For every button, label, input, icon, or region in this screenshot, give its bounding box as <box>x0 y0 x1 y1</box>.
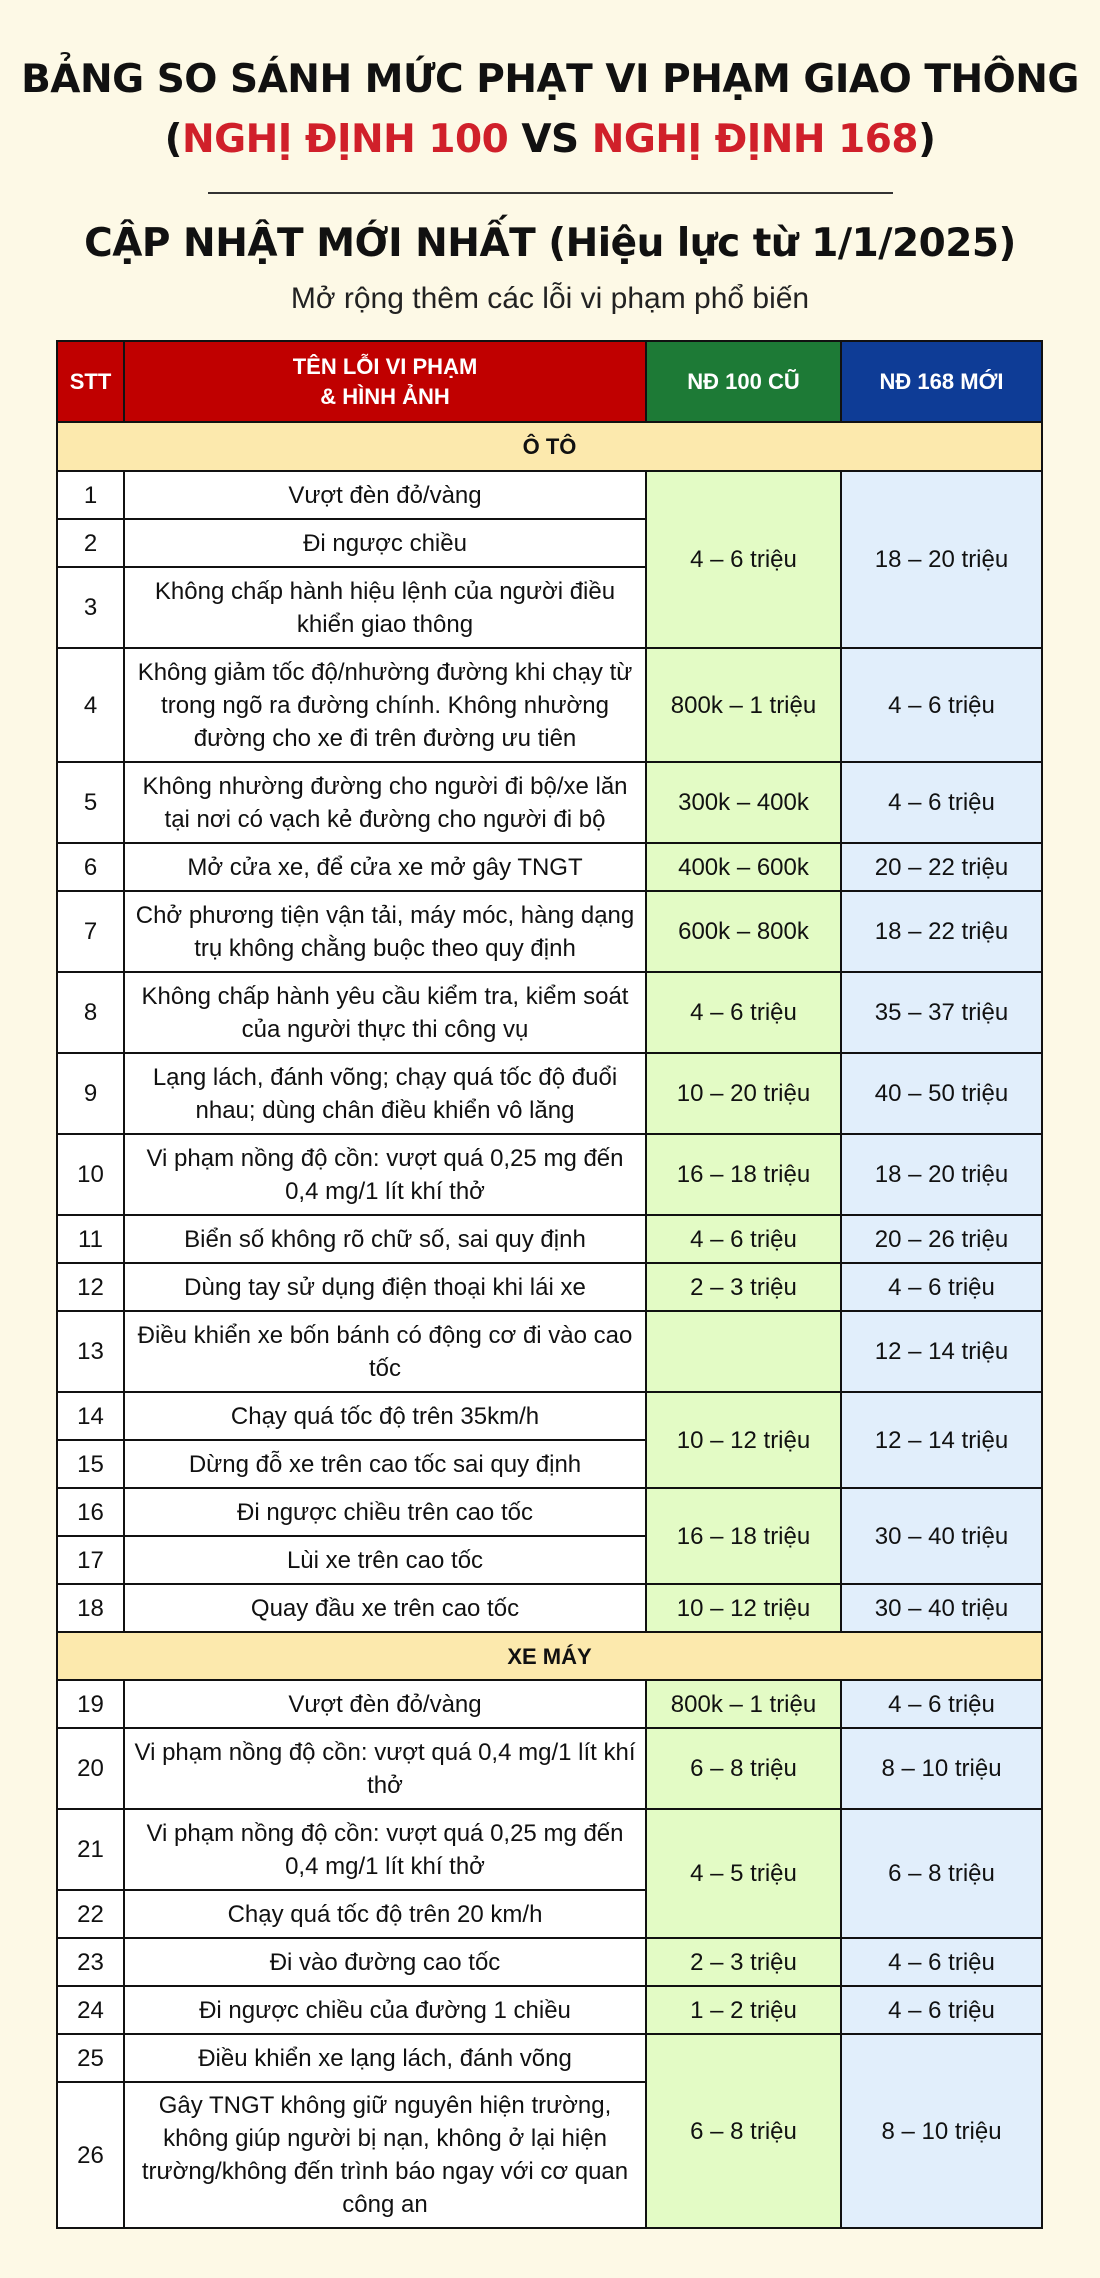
penalty-old <box>646 1311 841 1392</box>
penalty-old: 10 – 12 triệu <box>646 1584 841 1632</box>
section-car: Ô TÔ <box>57 422 1042 471</box>
table-header-row <box>57 341 1042 422</box>
table-row <box>57 1809 1042 1890</box>
row-stt: 13 <box>57 1311 124 1392</box>
table-row <box>57 891 1042 972</box>
row-stt: 20 <box>57 1728 124 1809</box>
penalty-new: 4 – 6 triệu <box>841 1986 1042 2034</box>
col-header-stt: STT <box>57 341 124 422</box>
row-violation: Biển số không rõ chữ số, sai quy định <box>124 1215 646 1263</box>
penalty-old: 4 – 6 triệu <box>646 1215 841 1263</box>
decree-comparison-title <box>0 108 1100 172</box>
penalty-old: 4 – 6 triệu <box>646 972 841 1053</box>
penalty-new: 4 – 6 triệu <box>841 762 1042 843</box>
row-violation: Lạng lách, đánh võng; chạy quá tốc độ đuổi nhau; dùng chân điều khiển vô lăng <box>124 1053 646 1134</box>
penalty-old: 6 – 8 triệu <box>646 2034 841 2228</box>
vs-label: VS <box>508 117 592 162</box>
table-row <box>57 1215 1042 1263</box>
table-row <box>57 471 1042 519</box>
penalty-comparison-table <box>56 340 1043 2229</box>
row-violation: Điều khiển xe bốn bánh có động cơ đi vào cao tốc <box>124 1311 646 1392</box>
section-row-car <box>57 422 1042 471</box>
penalty-new: 35 – 37 triệu <box>841 972 1042 1053</box>
penalty-old: 16 – 18 triệu <box>646 1488 841 1584</box>
table-row <box>57 1938 1042 1986</box>
penalty-new: 30 – 40 triệu <box>841 1488 1042 1584</box>
row-violation: Không nhường đường cho người đi bộ/xe lăn tại nơi có vạch kẻ đường cho người đi bộ <box>124 762 646 843</box>
row-violation: Vượt đèn đỏ/vàng <box>124 1680 646 1728</box>
penalty-new: 40 – 50 triệu <box>841 1053 1042 1134</box>
penalty-new: 30 – 40 triệu <box>841 1584 1042 1632</box>
open-paren: ( <box>164 117 182 162</box>
penalty-new: 12 – 14 triệu <box>841 1392 1042 1488</box>
row-violation: Quay đầu xe trên cao tốc <box>124 1584 646 1632</box>
row-violation: Chở phương tiện vận tải, máy móc, hàng dạng trụ không chằng buộc theo quy định <box>124 891 646 972</box>
row-stt: 17 <box>57 1536 124 1584</box>
penalty-old: 4 – 5 triệu <box>646 1809 841 1938</box>
table-row <box>57 1392 1042 1440</box>
close-paren: ) <box>918 117 936 162</box>
decree-168-label: NGHỊ ĐỊNH 168 <box>591 117 919 162</box>
table-row <box>57 1488 1042 1536</box>
row-violation: Đi ngược chiều <box>124 519 646 567</box>
penalty-new: 18 – 20 triệu <box>841 471 1042 648</box>
penalty-new: 8 – 10 triệu <box>841 2034 1042 2228</box>
page-title: BẢNG SO SÁNH MỨC PHẠT VI PHẠM GIAO THÔNG <box>21 57 1079 102</box>
penalty-new: 4 – 6 triệu <box>841 1263 1042 1311</box>
penalty-old: 800k – 1 triệu <box>646 1680 841 1728</box>
col-header-nd168: NĐ 168 MỚI <box>841 341 1042 422</box>
row-stt: 14 <box>57 1392 124 1440</box>
row-violation: Vi phạm nồng độ cồn: vượt quá 0,25 mg đến 0,4 mg/1 lít khí thở <box>124 1809 646 1890</box>
penalty-new: 20 – 22 triệu <box>841 843 1042 891</box>
penalty-old: 2 – 3 triệu <box>646 1263 841 1311</box>
penalty-old: 600k – 800k <box>646 891 841 972</box>
penalty-old: 16 – 18 triệu <box>646 1134 841 1215</box>
penalty-new: 4 – 6 triệu <box>841 648 1042 762</box>
row-stt: 5 <box>57 762 124 843</box>
row-violation: Mở cửa xe, để cửa xe mở gây TNGT <box>124 843 646 891</box>
penalty-new: 6 – 8 triệu <box>841 1809 1042 1938</box>
table-row <box>57 972 1042 1053</box>
row-stt: 22 <box>57 1890 124 1938</box>
col-header-violation <box>124 341 646 422</box>
table-row <box>57 1680 1042 1728</box>
penalty-old: 6 – 8 triệu <box>646 1728 841 1809</box>
col-header-violation-line1: TÊN LỖI VI PHẠM <box>292 353 478 379</box>
col-header-nd100: NĐ 100 CŨ <box>646 341 841 422</box>
row-stt: 12 <box>57 1263 124 1311</box>
row-stt: 7 <box>57 891 124 972</box>
row-stt: 18 <box>57 1584 124 1632</box>
table-row <box>57 1134 1042 1215</box>
col-header-violation-line2: & HÌNH ẢNH <box>320 383 450 409</box>
table-row <box>57 1986 1042 2034</box>
penalty-new: 18 – 20 triệu <box>841 1134 1042 1215</box>
row-stt: 9 <box>57 1053 124 1134</box>
table-row <box>57 843 1042 891</box>
row-stt: 10 <box>57 1134 124 1215</box>
row-violation: Không chấp hành hiệu lệnh của người điều khiển giao thông <box>124 567 646 648</box>
decree-100-label: NGHỊ ĐỊNH 100 <box>181 117 509 162</box>
row-violation: Đi ngược chiều của đường 1 chiều <box>124 1986 646 2034</box>
penalty-new: 4 – 6 triệu <box>841 1938 1042 1986</box>
table-row <box>57 648 1042 762</box>
table-row <box>57 1263 1042 1311</box>
row-stt: 11 <box>57 1215 124 1263</box>
penalty-old: 10 – 20 triệu <box>646 1053 841 1134</box>
penalty-old: 10 – 12 triệu <box>646 1392 841 1488</box>
penalty-old: 400k – 600k <box>646 843 841 891</box>
row-violation: Dừng đỗ xe trên cao tốc sai quy định <box>124 1440 646 1488</box>
row-stt: 24 <box>57 1986 124 2034</box>
table-row <box>57 1584 1042 1632</box>
row-violation: Chạy quá tốc độ trên 35km/h <box>124 1392 646 1440</box>
penalty-old: 4 – 6 triệu <box>646 471 841 648</box>
penalty-new: 20 – 26 triệu <box>841 1215 1042 1263</box>
section-row-motorbike <box>57 1632 1042 1680</box>
row-stt: 26 <box>57 2082 124 2228</box>
table-row <box>57 1053 1042 1134</box>
row-stt: 25 <box>57 2034 124 2082</box>
row-stt: 4 <box>57 648 124 762</box>
row-violation: Chạy quá tốc độ trên 20 km/h <box>124 1890 646 1938</box>
row-stt: 19 <box>57 1680 124 1728</box>
row-violation: Vi phạm nồng độ cồn: vượt quá 0,4 mg/1 lít khí thở <box>124 1728 646 1809</box>
update-title: CẬP NHẬT MỚI NHẤT (Hiệu lực từ 1/1/2025) <box>84 221 1016 266</box>
penalty-new: 12 – 14 triệu <box>841 1311 1042 1392</box>
page-header <box>0 0 1100 324</box>
row-stt: 2 <box>57 519 124 567</box>
row-violation: Không giảm tốc độ/nhường đường khi chạy từ trong ngõ ra đường chính. Không nhường đường cho xe đi trên đường ưu tiên <box>124 648 646 762</box>
penalty-old: 300k – 400k <box>646 762 841 843</box>
penalty-old: 800k – 1 triệu <box>646 648 841 762</box>
row-stt: 23 <box>57 1938 124 1986</box>
row-stt: 21 <box>57 1809 124 1890</box>
table-row <box>57 2034 1042 2082</box>
section-motorbike: XE MÁY <box>57 1632 1042 1680</box>
row-stt: 15 <box>57 1440 124 1488</box>
table-row <box>57 762 1042 843</box>
penalty-new: 8 – 10 triệu <box>841 1728 1042 1809</box>
update-subtitle: Mở rộng thêm các lỗi vi phạm phổ biến <box>290 282 810 315</box>
penalty-new: 4 – 6 triệu <box>841 1680 1042 1728</box>
penalty-old: 2 – 3 triệu <box>646 1938 841 1986</box>
row-stt: 3 <box>57 567 124 648</box>
row-stt: 16 <box>57 1488 124 1536</box>
table-row <box>57 1728 1042 1809</box>
table-row <box>57 1311 1042 1392</box>
row-violation: Dùng tay sử dụng điện thoại khi lái xe <box>124 1263 646 1311</box>
row-stt: 1 <box>57 471 124 519</box>
row-violation: Không chấp hành yêu cầu kiểm tra, kiểm soát của người thực thi công vụ <box>124 972 646 1053</box>
penalty-old: 1 – 2 triệu <box>646 1986 841 2034</box>
row-stt: 8 <box>57 972 124 1053</box>
row-violation: Vi phạm nồng độ cồn: vượt quá 0,25 mg đến 0,4 mg/1 lít khí thở <box>124 1134 646 1215</box>
penalty-new: 18 – 22 triệu <box>841 891 1042 972</box>
row-violation: Gây TNGT không giữ nguyên hiện trường, không giúp người bị nạn, không ở lại hiện trường/không đến trình báo ngay với cơ quan công an <box>124 2082 646 2228</box>
row-stt: 6 <box>57 843 124 891</box>
row-violation: Đi vào đường cao tốc <box>124 1938 646 1986</box>
row-violation: Lùi xe trên cao tốc <box>124 1536 646 1584</box>
row-violation: Điều khiển xe lạng lách, đánh võng <box>124 2034 646 2082</box>
row-violation: Đi ngược chiều trên cao tốc <box>124 1488 646 1536</box>
row-violation: Vượt đèn đỏ/vàng <box>124 471 646 519</box>
